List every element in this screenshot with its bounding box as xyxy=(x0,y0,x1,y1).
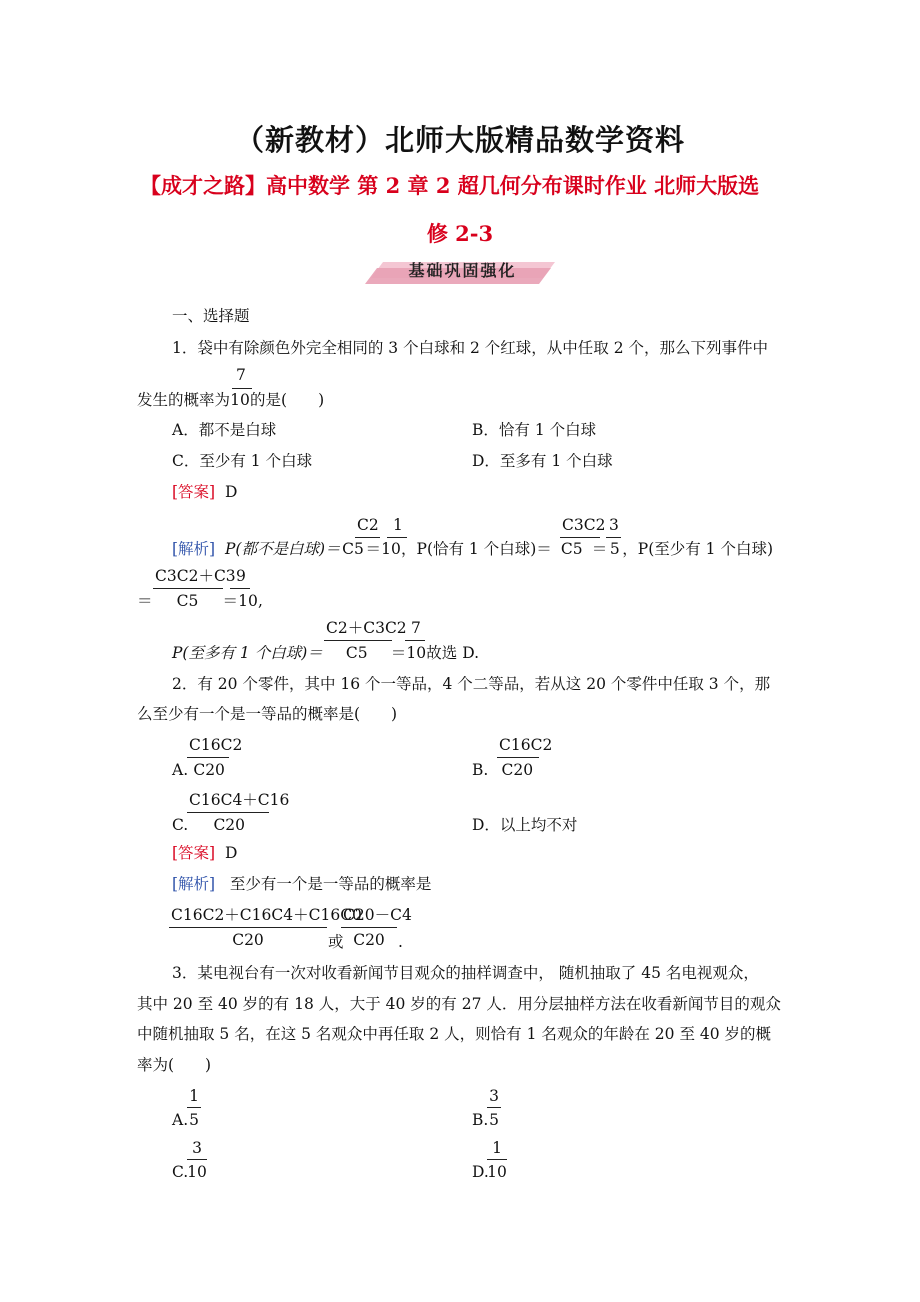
q3-d-label: D. xyxy=(472,1163,489,1181)
section-banner xyxy=(365,256,560,286)
q1-p2-text: ，P(恰有 1 个白球)＝ xyxy=(401,540,552,558)
q1-p1-rden: 10 xyxy=(381,540,401,558)
q2-answer xyxy=(172,842,237,864)
q3-stem-line1: 3．某电视台有一次对收看新闻节目观众的抽样调查中， 随机抽取了 45 名电视观众， xyxy=(172,964,759,982)
q3-b-den: 5 xyxy=(489,1111,499,1129)
q2-option-c xyxy=(172,814,270,836)
q3-b-num: 3 xyxy=(489,1087,499,1105)
q1-p2-eq: ＝ xyxy=(591,540,608,558)
document-title: （新教材）北师大版精品数学资料 xyxy=(234,123,685,157)
q1-p1-rnum: 1 xyxy=(393,516,403,534)
q1-p4-rnum: 7 xyxy=(411,619,421,637)
q1-p4-num: C2＋C3C2 xyxy=(326,619,407,637)
q1-option-d: D．至多有 1 个白球 xyxy=(472,452,613,470)
q1-p4-tail: 故选 D. xyxy=(426,644,479,662)
q3-d-num: 1 xyxy=(492,1139,502,1157)
q1-analysis-line2: ＝ C5 ＝10, xyxy=(137,592,263,610)
q2-or: 或 xyxy=(328,933,344,951)
q2-stem-line1: 2．有 20 个零件，其中 16 个一等品，4 个二等品，若从这 20 个零件中任取 3 个，那 xyxy=(172,675,771,693)
q3-c-den: 10 xyxy=(187,1163,207,1181)
q1-p3-text: ，P(至少有 1 个白球) xyxy=(622,540,774,558)
q2-period: . xyxy=(398,933,403,951)
q1-stem-line2 xyxy=(137,389,324,411)
q2-c-den: C20 xyxy=(213,816,246,834)
q3-a-den: 5 xyxy=(189,1111,199,1129)
document-subtitle: 【成才之路】高中数学 第 2 章 2 超几何分布课时作业 北师大版选 xyxy=(140,173,760,198)
q1-p3-num: C3C2＋C3 xyxy=(155,567,236,585)
banner-label: 基础巩固强化 xyxy=(408,261,517,280)
q1-option-b: B．恰有 1 个白球 xyxy=(472,421,597,439)
q2-analysis-text: 至少有一个是一等品的概率是 xyxy=(229,875,432,893)
q1-p3-den: C5 xyxy=(176,592,199,610)
q3-stem-line3: 中随机抽取 5 名，在这 5 名观众中再任取 2 人，则恰有 1 名观众的年龄在 20 至 40 岁的概 xyxy=(137,1025,772,1043)
q2-b-den: C20 xyxy=(501,761,534,779)
q1-p2-rnum: 3 xyxy=(609,516,619,534)
q2-b-num: C16C2 xyxy=(499,736,553,754)
answer-label: [答案] xyxy=(172,844,216,862)
q1-p4-text: P(至多有 1 个白球)＝ xyxy=(172,644,323,662)
q2-expr2-num: C20－C4 xyxy=(343,906,412,924)
q2-option-b xyxy=(472,759,538,781)
q1-option-c: C．至少有 1 个白球 xyxy=(172,452,313,470)
q1-p1-text: P(都不是白球)＝ xyxy=(224,540,341,558)
q3-a-label: A. xyxy=(172,1111,189,1129)
q2-option-d: D．以上均不对 xyxy=(472,816,578,834)
q2-expr1-den: C20 xyxy=(232,931,264,949)
q1-p3-rnum: 9 xyxy=(236,567,246,585)
q2-expr1-num: C16C2＋C16C4＋C16C0 xyxy=(171,906,362,924)
q1-analysis-line1 xyxy=(172,538,773,560)
q1-answer xyxy=(172,481,237,503)
q1-p1-den: C5 xyxy=(342,540,364,558)
q3-a-num: 1 xyxy=(189,1087,199,1105)
q1-frac-num: 7 xyxy=(236,366,246,384)
answer-value: D xyxy=(224,844,238,862)
q2-a-num: C16C2 xyxy=(189,736,243,754)
analysis-label: [解析] xyxy=(172,540,216,558)
q1-p1-num: C2 xyxy=(357,516,379,534)
q3-c-num: 3 xyxy=(192,1139,202,1157)
q2-expr2-den: C20 xyxy=(353,931,385,949)
q3-c-label: C. xyxy=(172,1163,189,1181)
q1-analysis-line3: P(至多有 1 个白球)＝ C5 ＝10故选 D. xyxy=(172,644,479,662)
q1-stem-suffix: 的是( ) xyxy=(250,391,325,409)
q3-stem-line4: 率为( ) xyxy=(137,1056,212,1074)
q1-p3-rden: 10 xyxy=(238,592,258,610)
q2-a-label: A. xyxy=(172,761,189,779)
q2-a-den: C20 xyxy=(193,761,225,779)
q2-b-label: B. xyxy=(472,761,489,779)
section-heading: 一、选择题 xyxy=(172,307,250,325)
q1-p2-den: C5 xyxy=(560,540,583,558)
q3-stem-line2: 其中 20 至 40 岁的有 18 人，大于 40 岁的有 27 人．用分层抽样方法在收看新闻节目的观众 xyxy=(137,995,781,1013)
q1-p2-rden: 5 xyxy=(609,540,620,558)
answer-value: D xyxy=(224,483,238,501)
q2-option-a xyxy=(172,759,230,781)
q2-stem-line2: 么至少有一个是一等品的概率是( ) xyxy=(137,705,398,723)
document-subtitle-continued: 修 2-3 xyxy=(426,221,494,246)
q2-analysis xyxy=(172,873,431,895)
q1-stem-prefix: 发生的概率为 xyxy=(137,391,231,409)
q1-p4-rden: 10 xyxy=(406,644,427,662)
q3-d-den: 10 xyxy=(487,1163,507,1181)
answer-label: [答案] xyxy=(172,483,216,501)
q2-c-label: C. xyxy=(172,816,189,834)
q2-c-num: C16C4＋C16 xyxy=(189,791,290,809)
q1-p1-eq: ＝ xyxy=(365,540,382,558)
q1-frac-den: 10 xyxy=(230,391,250,409)
q1-p2-num: C3C2 xyxy=(562,516,606,534)
q1-stem-line1: 1．袋中有除颜色外完全相同的 3 个白球和 2 个红球，从中任取 2 个，那么下列事件中 xyxy=(172,339,769,357)
q1-p4-den: C5 xyxy=(345,644,368,662)
q1-option-a: A．都不是白球 xyxy=(172,421,277,439)
analysis-label: [解析] xyxy=(172,875,216,893)
q3-b-label: B. xyxy=(472,1111,489,1129)
